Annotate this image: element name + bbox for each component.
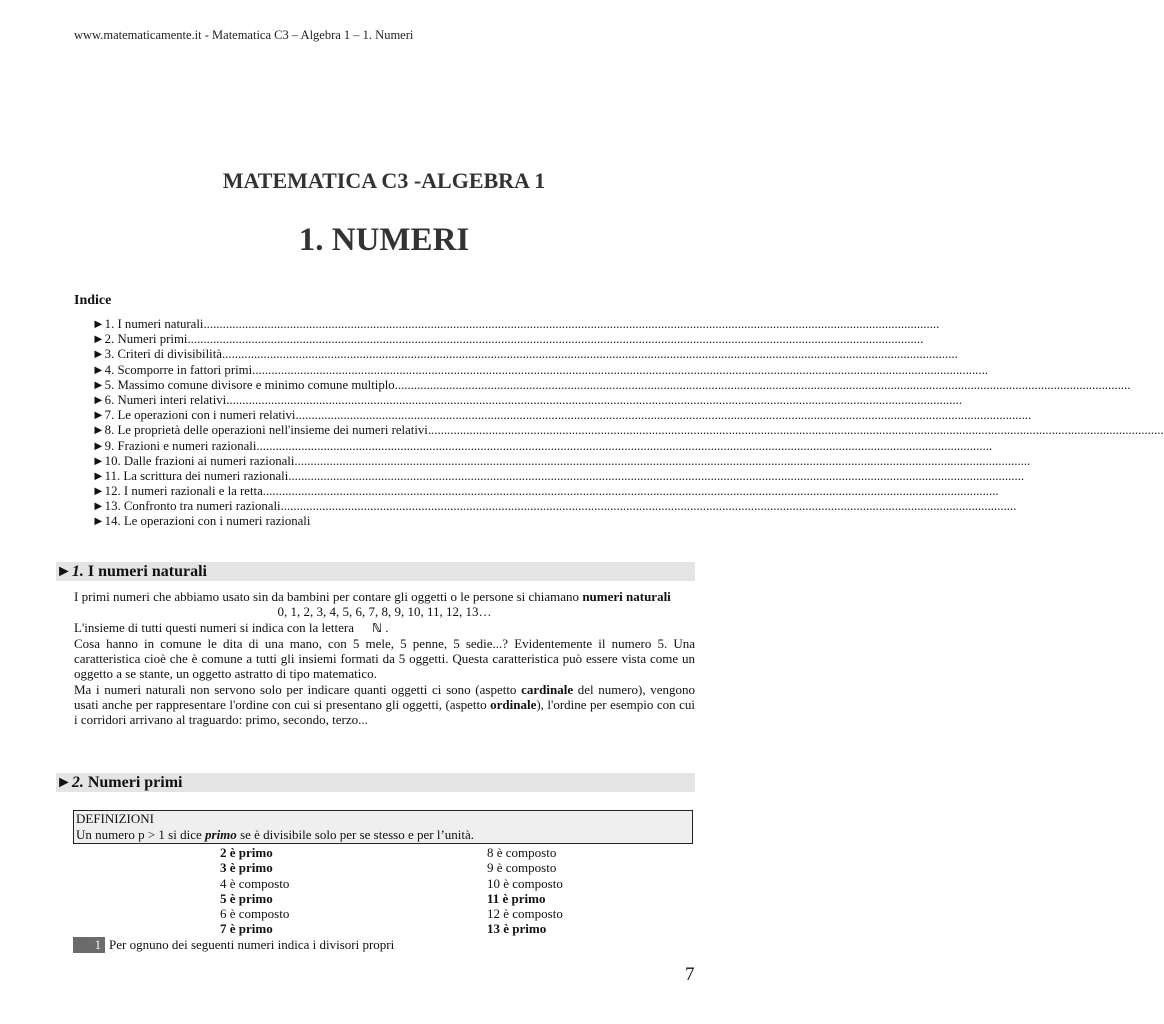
exercise-1 [73,937,394,953]
toc-item[interactable]: ►11. La scrittura dei numeri razionali ...................................................................................................................................................................................................................................... [92,468,1025,483]
example-item: 6 è composto [220,906,290,922]
toc-item[interactable]: ►5. Massimo comune divisore e minimo comune multiplo ...................................................................................................................................................................................................................................... [92,377,1131,392]
example-item: 5 è primo [220,890,273,906]
definition-text: Un numero p > 1 si dice primo se è divisibile solo per se stesso e per l’unità. [76,826,475,842]
toc-item[interactable]: ►2. Numeri primi ...................................................................................................................................................................................................................................... [92,332,924,347]
book-title: MATEMATICA C3 -ALGEBRA 1 [222,168,546,193]
example-item: 9 è composto [487,860,557,876]
examples-left-column [220,845,289,937]
example-item: 11 è primo [487,890,546,906]
toc-item[interactable]: ►13. Confronto tra numeri razionali ...................................................................................................................................................................................................................................... [92,499,1017,514]
example-item: 10 è composto [487,875,563,891]
examples-right-column [487,845,563,937]
toc-item[interactable]: ►6. Numeri interi relativi ...................................................................................................................................................................................................................................... [92,392,963,407]
example-item: 2 è primo [220,845,273,860]
natural-numbers-sequence: 0, 1, 2, 3, 4, 5, 6, 7, 8, 9, 10, 11, 12, 13… [277,604,492,620]
table-of-contents [92,317,1164,530]
example-item: 7 è primo [220,921,273,937]
page-header: www.matematicamente.it - Matematica C3 – Algebra 1 – 1. Numeri [74,28,414,42]
example-item: 4 è composto [220,875,290,891]
paragraph: I primi numeri che abbiamo usato sin da bambini per contare gli oggetti o le persone si chiamano numeri naturali [74,589,671,604]
toc-item[interactable]: ►3. Criteri di divisibilità ...................................................................................................................................................................................................................................... [92,347,958,362]
toc-item[interactable]: ►1. I numeri naturali ...................................................................................................................................................................................................................................... [92,317,940,331]
exercise-number-badge: 1 [73,937,105,953]
example-item: 13 è primo [487,921,547,937]
example-item: 8 è composto [487,845,557,860]
toc-item[interactable]: ►14. Le operazioni con i numeri razionali [92,514,311,529]
page-number: 7 [685,964,695,985]
toc-item[interactable]: ►8. Le proprietà delle operazioni nell'insieme dei numeri relativi ...................................................................................................................................................................................................................................... [92,423,1164,438]
section-1-body [74,589,695,728]
naturals-symbol: ℕ [371,620,383,635]
section-2-heading: ►2. Numeri primi [56,773,695,792]
section-1-heading: ►1. I numeri naturali [56,562,695,581]
toc-item[interactable]: ►7. Le operazioni con i numeri relativi ...................................................................................................................................................................................................................................... [92,408,1032,423]
definition-title: DEFINIZIONI [76,811,154,826]
exercise-text: Per ognuno dei seguenti numeri indica i divisori propri [109,937,395,952]
definition-box [73,810,693,844]
example-item: 3 è primo [220,860,273,876]
paragraph: Ma i numeri naturali non servono solo per indicare quanti oggetti ci sono (aspetto cardinale del numero), vengono usati anche per rappresentare l'ordine con cui si presentano gli oggetti, (aspetto ordinale), l'ordine per esempio con cui i corridori arrivano al traguardo: primo, secondo, terzo... [74,681,695,728]
toc-item[interactable]: ►10. Dalle frazioni ai numeri razionali ...................................................................................................................................................................................................................................... [92,453,1031,468]
toc-item[interactable]: ►12. I numeri razionali e la retta ...................................................................................................................................................................................................................................... [92,484,999,499]
index-label: Indice [74,293,112,308]
example-item: 12 è composto [487,906,563,922]
toc-item[interactable]: ►4. Scomporre in fattori primi ...................................................................................................................................................................................................................................... [92,362,988,377]
chapter-title: 1. NUMERI [298,222,470,258]
paragraph: L'insieme di tutti questi numeri si indica con la lettera ℕ . [74,619,389,635]
toc-item[interactable]: ►9. Frazioni e numeri razionali ...................................................................................................................................................................................................................................... [92,438,993,453]
paragraph: Cosa hanno in comune le dita di una mano, con 5 mele, 5 penne, 5 sedie...? Evidentemente il numero 5. Una caratteristica cioè che è comune a tutti gli insiemi formati da 5 oggetti. Questa caratteristica può essere vista come un oggetto a se stante, un oggetto astratto di tipo matematico. [74,635,695,682]
